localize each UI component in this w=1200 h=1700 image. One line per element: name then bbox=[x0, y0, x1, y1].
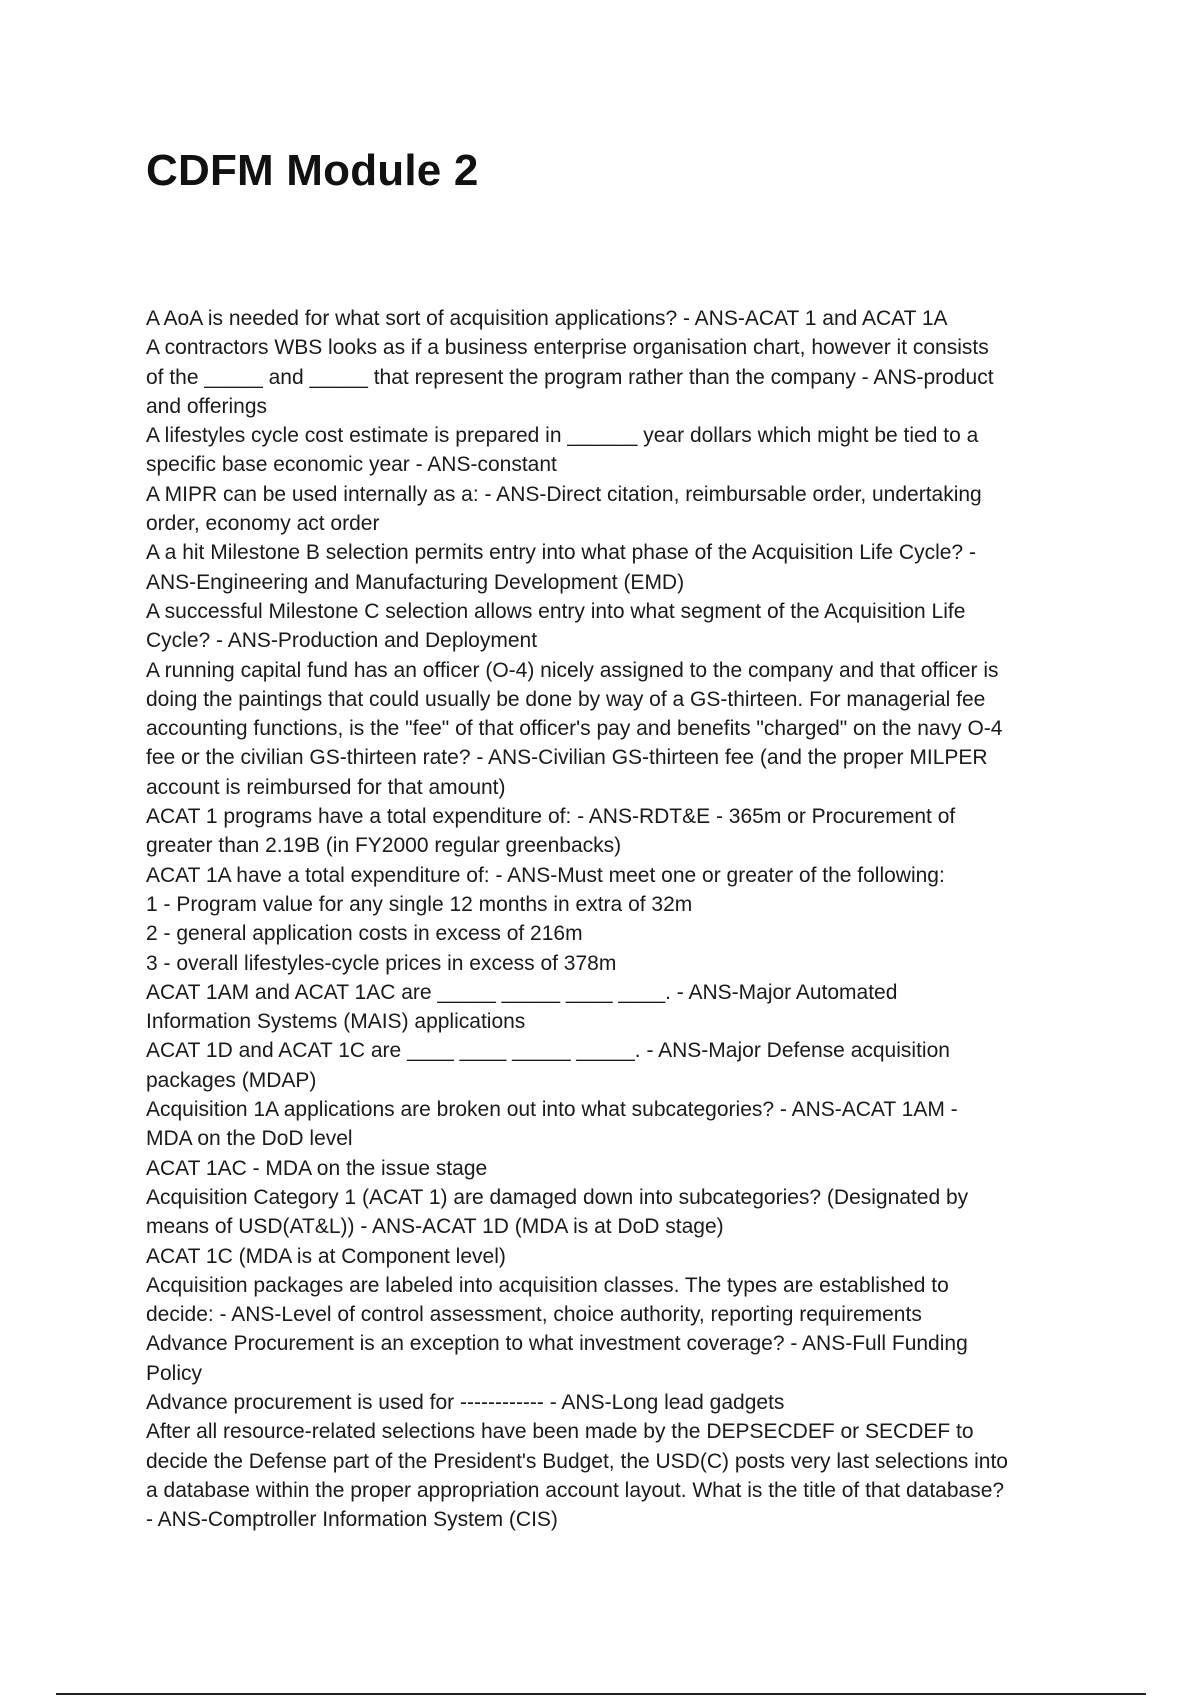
text-line: A successful Milestone C selection allows entry into what segment of the Acquisition Life bbox=[146, 599, 966, 623]
text-line: specific base economic year - ANS-constant bbox=[146, 453, 557, 477]
text-line: After all resource-related selections have been made by the DEPSECDEF or SECDEF to bbox=[146, 1420, 974, 1444]
text-line: A a hit Milestone B selection permits entry into what phase of the Acquisition Life Cycle? - bbox=[146, 541, 976, 565]
text-line: decide the Defense part of the President's Budget, the USD(C) posts very last selections into bbox=[146, 1449, 1008, 1473]
text-line: ACAT 1AC - MDA on the issue stage bbox=[146, 1156, 488, 1180]
text-line: ANS-Engineering and Manufacturing Development (EMD) bbox=[146, 570, 685, 594]
text-line: Cycle? - ANS-Production and Deployment bbox=[146, 629, 538, 653]
question-answer-list bbox=[146, 304, 1066, 1534]
text-line: accounting functions, is the "fee" of that officer's pay and benefits "charged" on the navy O-4 bbox=[146, 717, 1003, 741]
text-line: Acquisition 1A applications are broken out into what subcategories? - ANS-ACAT 1AM - bbox=[146, 1098, 958, 1122]
text-line: A AoA is needed for what sort of acquisition applications? - ANS-ACAT 1 and ACAT 1A bbox=[146, 307, 948, 330]
text-line: Acquisition Category 1 (ACAT 1) are damaged down into subcategories? (Designated by bbox=[146, 1185, 969, 1209]
text-line: ACAT 1AM and ACAT 1AC are _____ _____ ____ ____. - ANS-Major Automated bbox=[146, 980, 898, 1004]
text-line: greater than 2.19B (in FY2000 regular greenbacks) bbox=[146, 834, 622, 858]
text-line: Acquisition packages are labeled into acquisition classes. The types are established to bbox=[146, 1273, 949, 1297]
text-line: decide: - ANS-Level of control assessment, choice authority, reporting requirements bbox=[146, 1303, 922, 1327]
text-line: MDA on the DoD level bbox=[146, 1127, 353, 1151]
text-line: of the _____ and _____ that represent the program rather than the company - ANS-product bbox=[146, 365, 994, 389]
text-line: Advance procurement is used for ------------ - ANS-Long lead gadgets bbox=[146, 1390, 785, 1414]
page-title: CDFM Module 2 bbox=[146, 146, 479, 195]
text-line: Advance Procurement is an exception to what investment coverage? - ANS-Full Funding bbox=[146, 1332, 968, 1356]
text-line: and offerings bbox=[146, 394, 268, 418]
text-line: A lifestyles cycle cost estimate is prepared in ______ year dollars which might be tied to a bbox=[146, 424, 979, 448]
text-line: Information Systems (MAIS) applications bbox=[146, 1010, 526, 1034]
text-line: A running capital fund has an officer (O-4) nicely assigned to the company and that officer is bbox=[146, 658, 999, 682]
text-line: fee or the civilian GS-thirteen rate? - ANS-Civilian GS-thirteen fee (and the proper MILPER bbox=[146, 746, 988, 770]
text-line: 1 - Program value for any single 12 months in extra of 32m bbox=[146, 892, 693, 916]
text-line: account is reimbursed for that amount) bbox=[146, 775, 506, 799]
text-line: ACAT 1A have a total expenditure of: - ANS-Must meet one or greater of the following: bbox=[146, 863, 945, 887]
text-line: 3 - overall lifestyles-cycle prices in excess of 378m bbox=[146, 951, 617, 975]
text-line: Policy bbox=[146, 1361, 203, 1385]
text-line: ACAT 1D and ACAT 1C are ____ ____ _____ _____. - ANS-Major Defense acquisition bbox=[146, 1039, 950, 1063]
text-line: - ANS-Comptroller Information System (CIS) bbox=[146, 1508, 558, 1532]
text-line: means of USD(AT&L)) - ANS-ACAT 1D (MDA is at DoD stage) bbox=[146, 1215, 724, 1239]
text-line: a database within the proper appropriation account layout. What is the title of that database? bbox=[146, 1478, 1005, 1502]
footer-divider bbox=[56, 1693, 1146, 1695]
text-line: ACAT 1C (MDA is at Component level) bbox=[146, 1244, 506, 1268]
text-line: A contractors WBS looks as if a business enterprise organisation chart, however it consists bbox=[146, 336, 989, 360]
text-line: A MIPR can be used internally as a: - ANS-Direct citation, reimbursable order, undertaking bbox=[146, 482, 982, 506]
text-line: order, economy act order bbox=[146, 512, 380, 536]
text-line: ACAT 1 programs have a total expenditure of: - ANS-RDT&E - 365m or Procurement of bbox=[146, 805, 956, 829]
text-line: 2 - general application costs in excess of 216m bbox=[146, 922, 583, 946]
text-line: doing the paintings that could usually be done by way of a GS-thirteen. For managerial fee bbox=[146, 687, 986, 711]
text-line: packages (MDAP) bbox=[146, 1068, 317, 1092]
